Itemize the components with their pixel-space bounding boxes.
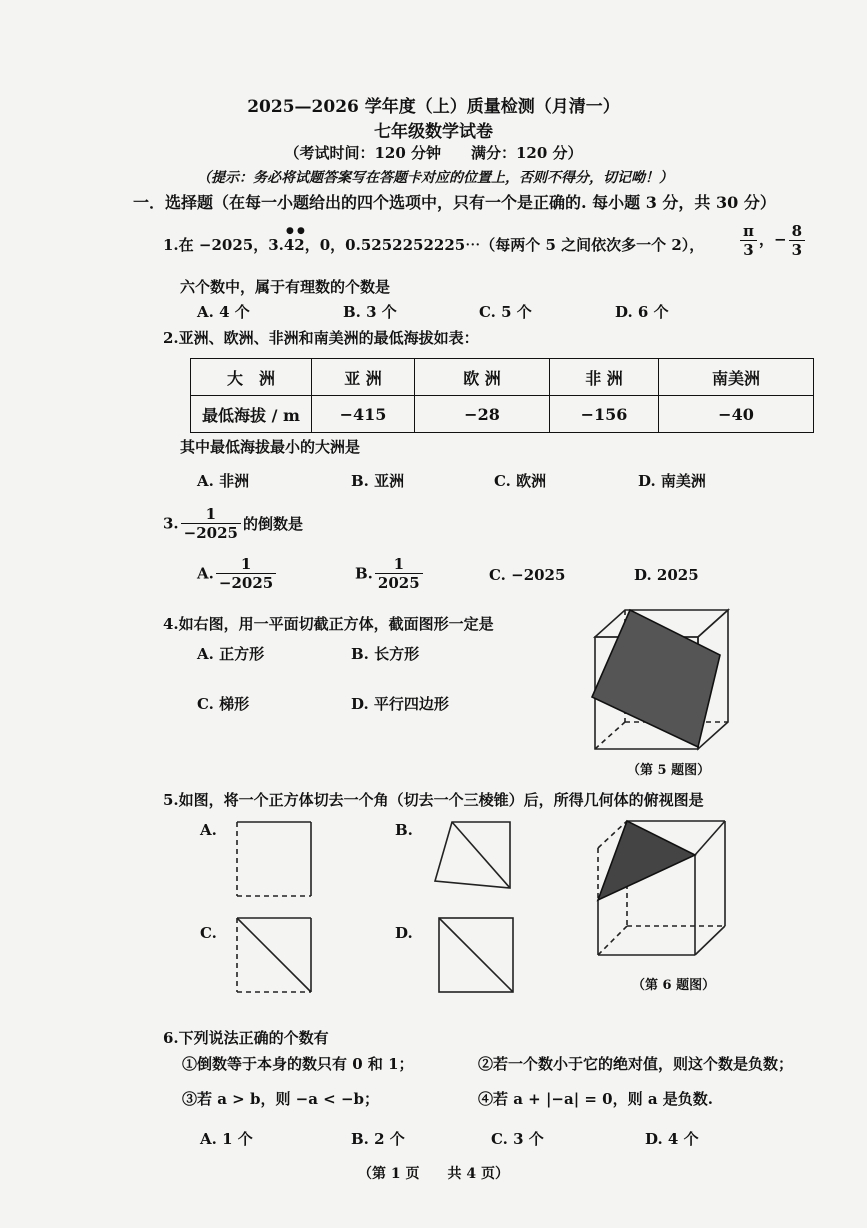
question-1-line2: 六个数中，属于有理数的个数是	[180, 278, 391, 296]
fraction-numerator: 8	[789, 222, 805, 241]
table-header-cell: 大 洲	[191, 359, 312, 396]
table-cell: −156	[550, 396, 659, 433]
q6-option-a[interactable]: A. 1 个	[200, 1130, 253, 1148]
q4-option-d[interactable]: D. 平行四边形	[351, 695, 449, 713]
pi-over-3-fraction	[740, 222, 757, 259]
q3-option-b[interactable]	[355, 555, 425, 592]
fraction-denominator: 3	[791, 241, 802, 259]
q4-option-a[interactable]: A. 正方形	[197, 645, 265, 663]
q1-middle: ，0，0.5252252225⋯（每两个 5 之间依次多一个 2），	[304, 236, 705, 254]
table-header-cell: 亚 洲	[312, 359, 415, 396]
table-cell: 最低海拔 / m	[191, 396, 312, 433]
q6-option-b[interactable]: B. 2 个	[351, 1130, 405, 1148]
q2-option-b[interactable]: B. 亚洲	[351, 472, 405, 490]
q5-option-a-figure[interactable]	[236, 821, 312, 897]
q3-option-a[interactable]	[197, 555, 278, 592]
cut-cube-figure	[595, 818, 757, 958]
q5-figure-caption: （第 6 题图）	[632, 978, 716, 993]
exam-tip: （提示：务必将试题答案写在答题卡对应的位置上，否则不得分，切记呦！）	[197, 170, 673, 186]
q1-option-d[interactable]: D. 6 个	[615, 303, 669, 321]
fraction-numerator: 1	[216, 555, 276, 574]
q1-option-b[interactable]: B. 3 个	[343, 303, 397, 321]
fraction-numerator: π	[740, 222, 757, 241]
fraction-denominator: 3	[743, 241, 754, 259]
q3-number: 3.	[163, 514, 179, 533]
q2-option-c[interactable]: C. 欧洲	[494, 472, 547, 490]
repeating-dot-2: ●	[297, 226, 305, 236]
q4-figure-caption: （第 5 题图）	[627, 763, 711, 778]
cross-section-shape	[592, 610, 720, 747]
option-label: A.	[197, 564, 214, 583]
page-footer: （第 1 页 共 4 页）	[358, 1166, 509, 1182]
table-cell: −40	[659, 396, 814, 433]
q2-option-d[interactable]: D. 南美洲	[638, 472, 706, 490]
option-label: B.	[355, 564, 373, 583]
question-2-ask: 其中最低海拔最小的大洲是	[180, 438, 361, 456]
cut-triangle-face	[598, 821, 695, 900]
q5-option-c-figure[interactable]	[236, 917, 312, 993]
cube-cross-section-figure	[590, 607, 770, 752]
exam-info: （考试时间：120 分钟 满分：120 分）	[284, 144, 583, 162]
q5-option-b-label[interactable]: B.	[395, 821, 413, 839]
q5-option-b-figure[interactable]	[434, 821, 514, 891]
q5-option-c-label[interactable]: C.	[200, 924, 217, 942]
q5-option-a-label[interactable]: A.	[200, 821, 217, 839]
fraction-denominator: −2025	[183, 524, 238, 542]
q1-separator: ，−	[758, 230, 787, 249]
altitude-table	[190, 358, 814, 433]
q3-option-d[interactable]: D. 2025	[634, 566, 699, 584]
table-header-cell: 欧 洲	[415, 359, 550, 396]
q3-fraction	[181, 505, 241, 542]
question-4-stem: 4.如右图，用一平面切截正方体，截面图形一定是	[163, 615, 494, 633]
q6-statement-1: ①倒数等于本身的数只有 0 和 1；	[182, 1055, 414, 1073]
section-heading: 一．选择题（在每一小题给出的四个选项中，只有一个是正确的. 每小题 3 分，共 30 分）	[133, 193, 776, 212]
table-header-cell: 非 洲	[550, 359, 659, 396]
question-5-stem: 5.如图，将一个正方体切去一个角（切去一个三棱锥）后，所得几何体的俯视图是	[163, 791, 704, 809]
question-2-stem: 2.亚洲、欧洲、非洲和南美洲的最低海拔如表：	[163, 329, 479, 347]
q3-option-c[interactable]: C. −2025	[489, 566, 566, 584]
question-1-stem	[163, 234, 704, 255]
q1-repeating-decimal: 3.42	[268, 236, 305, 254]
q5-option-d-figure[interactable]	[438, 917, 514, 993]
eight-thirds-fraction	[789, 222, 805, 259]
q6-statement-3: ③若 a > b，则 −a < −b；	[182, 1090, 380, 1108]
table-cell: −28	[415, 396, 550, 433]
option-fraction	[216, 555, 276, 592]
q6-option-c[interactable]: C. 3 个	[491, 1130, 544, 1148]
table-header-row	[191, 359, 814, 396]
q4-option-c[interactable]: C. 梯形	[197, 695, 250, 713]
q3-suffix: 的倒数是	[243, 515, 304, 533]
q2-option-a[interactable]: A. 非洲	[197, 472, 250, 490]
fraction-denominator: 2025	[377, 574, 420, 592]
table-cell: −415	[312, 396, 415, 433]
question-3-stem	[163, 505, 303, 542]
q1-option-a[interactable]: A. 4 个	[197, 303, 250, 321]
q4-option-b[interactable]: B. 长方形	[351, 645, 420, 663]
option-fraction	[375, 555, 423, 592]
fraction-numerator: 1	[375, 555, 423, 574]
exam-title: 2025—2026 学年度（上）质量检测（月清一）	[247, 97, 620, 117]
fraction-denominator: −2025	[218, 574, 274, 592]
repeating-dot-1: ●	[286, 226, 294, 236]
q1-prefix: 1.在 −2025，	[163, 236, 269, 254]
q5-option-d-label[interactable]: D.	[395, 924, 413, 942]
question-6-stem: 6.下列说法正确的个数有	[163, 1029, 329, 1047]
exam-subtitle: 七年级数学试卷	[374, 122, 493, 142]
q1-option-c[interactable]: C. 5 个	[479, 303, 532, 321]
table-header-cell: 南美洲	[659, 359, 814, 396]
q1-fractions	[738, 222, 807, 259]
table-row	[191, 396, 814, 433]
q6-option-d[interactable]: D. 4 个	[645, 1130, 699, 1148]
q6-statement-4: ④若 a + |−a| = 0，则 a 是负数.	[478, 1090, 713, 1108]
fraction-numerator: 1	[181, 505, 241, 524]
q6-statement-2: ②若一个数小于它的绝对值，则这个数是负数；	[478, 1055, 794, 1073]
